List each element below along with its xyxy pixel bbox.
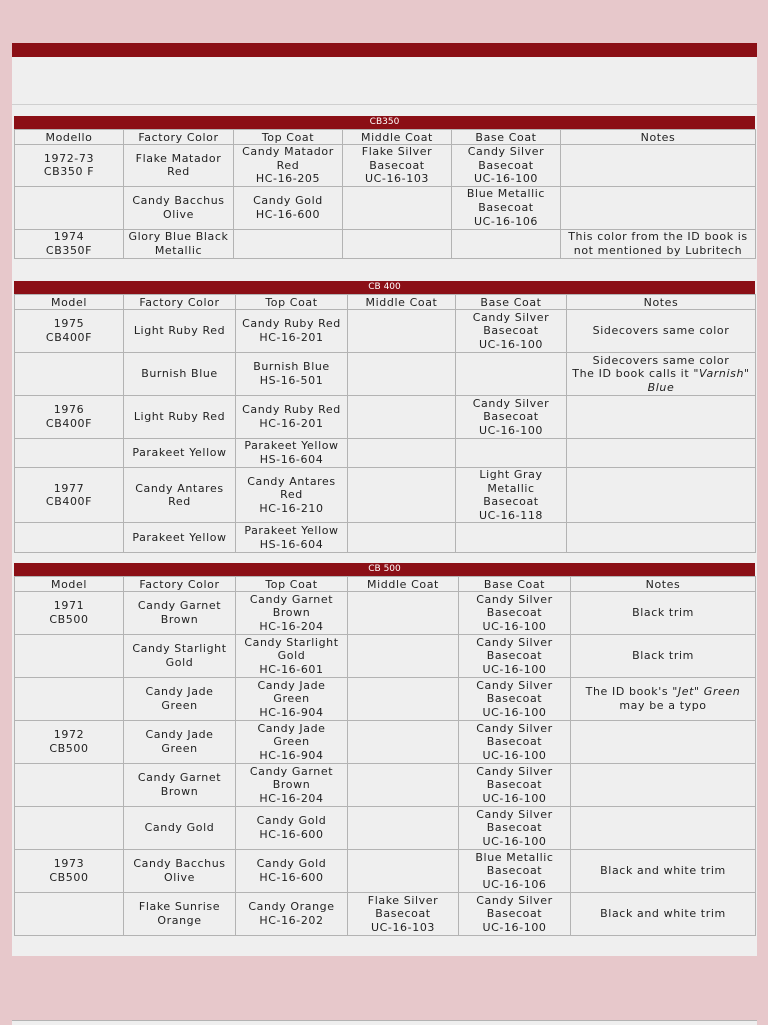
cell-top-coat: Candy Ruby Red HC-16-201 (236, 310, 348, 353)
cell-notes (567, 523, 756, 553)
cell-base-coat: Candy Silver Basecoat UC-16-100 (459, 807, 571, 850)
cell-factory-color: Candy Starlight Gold (124, 635, 236, 678)
cell-model (15, 186, 124, 229)
cell-middle-coat (348, 592, 459, 635)
cell-factory-color: Flake Matador Red (124, 145, 234, 187)
section-title: CB 500 (14, 563, 755, 576)
paint-code-table (14, 576, 756, 936)
cell-factory-color: Burnish Blue (124, 353, 236, 396)
cell-model (15, 439, 124, 468)
cell-model: 1977 CB400F (15, 468, 124, 523)
table-row (15, 678, 756, 721)
table-row (15, 523, 756, 553)
cell-notes: The ID book's "Jet" Green may be a typo (571, 678, 756, 721)
cell-model (15, 893, 124, 936)
cell-top-coat: Candy Antares Red HC-16-210 (236, 468, 348, 523)
cell-model: 1972-73 CB350 F (15, 145, 124, 187)
cell-model (15, 807, 124, 850)
cell-model: 1976 CB400F (15, 396, 124, 439)
cell-base-coat (452, 229, 561, 258)
cell-factory-color: Candy Antares Red (124, 468, 236, 523)
table-row (15, 229, 756, 258)
table-header-row (15, 295, 756, 310)
section-cb350 (14, 116, 755, 259)
table-row (15, 721, 756, 764)
cell-top-coat: Burnish Blue HS-16-501 (236, 353, 348, 396)
col-header-top-coat: Top Coat (234, 130, 343, 145)
cell-top-coat: Candy Jade Green HC-16-904 (236, 721, 348, 764)
col-header-middle-coat: Middle Coat (348, 577, 459, 592)
col-header-factory-color: Factory Color (124, 577, 236, 592)
cell-model (15, 523, 124, 553)
col-header-middle-coat: Middle Coat (348, 295, 456, 310)
table-header-row (15, 130, 756, 145)
table-row (15, 764, 756, 807)
section-title: CB350 (14, 116, 755, 129)
page-header (12, 57, 757, 105)
col-header-base-coat: Base Coat (452, 130, 561, 145)
cell-notes (567, 439, 756, 468)
cell-model: 1973 CB500 (15, 850, 124, 893)
cell-base-coat: Light Gray Metallic Basecoat UC-16-118 (456, 468, 567, 523)
cell-base-coat: Candy Silver Basecoat UC-16-100 (459, 764, 571, 807)
col-header-notes: Notes (561, 130, 756, 145)
cell-top-coat: Candy Gold HC-16-600 (234, 186, 343, 229)
section-title: CB 400 (14, 281, 755, 294)
cell-model: 1972 CB500 (15, 721, 124, 764)
col-header-base-coat: Base Coat (456, 295, 567, 310)
cell-factory-color: Glory Blue Black Metallic (124, 229, 234, 258)
cell-model: 1974 CB350F (15, 229, 124, 258)
col-header-notes: Notes (567, 295, 756, 310)
cell-top-coat: Candy Orange HC-16-202 (236, 893, 348, 936)
table-row (15, 145, 756, 187)
cell-factory-color: Parakeet Yellow (124, 439, 236, 468)
cell-notes (571, 807, 756, 850)
cell-base-coat: Blue Metallic Basecoat UC-16-106 (452, 186, 561, 229)
table-row (15, 807, 756, 850)
table-row (15, 310, 756, 353)
cell-model (15, 678, 124, 721)
cell-top-coat: Candy Matador Red HC-16-205 (234, 145, 343, 187)
cell-base-coat: Candy Silver Basecoat UC-16-100 (459, 635, 571, 678)
cell-model (15, 764, 124, 807)
cell-notes: Sidecovers same color (567, 310, 756, 353)
cell-factory-color: Light Ruby Red (124, 310, 236, 353)
cell-factory-color: Candy Garnet Brown (124, 764, 236, 807)
paint-code-table (14, 294, 756, 553)
col-header-middle-coat: Middle Coat (343, 130, 452, 145)
col-header-notes: Notes (571, 577, 756, 592)
cell-base-coat (456, 353, 567, 396)
cell-notes (571, 721, 756, 764)
cell-notes: Black trim (571, 635, 756, 678)
cell-top-coat (234, 229, 343, 258)
cell-notes: Black trim (571, 592, 756, 635)
cell-base-coat (456, 439, 567, 468)
cell-notes: Black and white trim (571, 850, 756, 893)
cell-top-coat: Parakeet Yellow HS-16-604 (236, 523, 348, 553)
cell-base-coat: Blue Metallic Basecoat UC-16-106 (459, 850, 571, 893)
col-header-top-coat: Top Coat (236, 295, 348, 310)
table-row (15, 592, 756, 635)
top-accent-bar (12, 43, 757, 57)
col-header-factory-color: Factory Color (124, 130, 234, 145)
cell-base-coat (456, 523, 567, 553)
cell-middle-coat (348, 353, 456, 396)
col-header-model: Model (15, 577, 124, 592)
cell-notes: Black and white trim (571, 893, 756, 936)
table-row (15, 850, 756, 893)
col-header-model: Model (15, 295, 124, 310)
cell-middle-coat (348, 468, 456, 523)
cell-notes (567, 396, 756, 439)
col-header-factory-color: Factory Color (124, 295, 236, 310)
cell-middle-coat: Flake Silver Basecoat UC-16-103 (343, 145, 452, 187)
cell-top-coat: Candy Jade Green HC-16-904 (236, 678, 348, 721)
cell-top-coat: Candy Garnet Brown HC-16-204 (236, 764, 348, 807)
cell-middle-coat (348, 678, 459, 721)
col-header-model: Modello (15, 130, 124, 145)
cell-model (15, 353, 124, 396)
cell-notes (561, 186, 756, 229)
cell-top-coat: Candy Starlight Gold HC-16-601 (236, 635, 348, 678)
cell-top-coat: Candy Ruby Red HC-16-201 (236, 396, 348, 439)
cell-middle-coat (348, 764, 459, 807)
table-row (15, 353, 756, 396)
cell-base-coat: Candy Silver Basecoat UC-16-100 (459, 678, 571, 721)
cell-notes: Sidecovers same color The ID book calls it "Varnish" Blue (567, 353, 756, 396)
cell-factory-color: Candy Bacchus Olive (124, 186, 234, 229)
cell-factory-color: Candy Jade Green (124, 721, 236, 764)
table-row (15, 439, 756, 468)
paint-code-table (14, 129, 756, 259)
cell-factory-color: Parakeet Yellow (124, 523, 236, 553)
document-page (12, 43, 757, 956)
table-row (15, 186, 756, 229)
cell-middle-coat (343, 229, 452, 258)
cell-top-coat: Parakeet Yellow HS-16-604 (236, 439, 348, 468)
cell-factory-color: Candy Gold (124, 807, 236, 850)
table-header-row (15, 577, 756, 592)
cell-factory-color: Candy Bacchus Olive (124, 850, 236, 893)
cell-middle-coat (348, 635, 459, 678)
cell-notes (571, 764, 756, 807)
cell-middle-coat (348, 396, 456, 439)
cell-factory-color: Candy Jade Green (124, 678, 236, 721)
cell-model: 1975 CB400F (15, 310, 124, 353)
table-row (15, 893, 756, 936)
table-row (15, 468, 756, 523)
cell-notes: This color from the ID book is not mentioned by Lubritech (561, 229, 756, 258)
cell-factory-color: Light Ruby Red (124, 396, 236, 439)
cell-factory-color: Flake Sunrise Orange (124, 893, 236, 936)
table-row (15, 396, 756, 439)
cell-top-coat: Candy Garnet Brown HC-16-204 (236, 592, 348, 635)
cell-base-coat: Candy Silver Basecoat UC-16-100 (459, 592, 571, 635)
cell-base-coat: Candy Silver Basecoat UC-16-100 (452, 145, 561, 187)
section-cb500 (14, 563, 755, 936)
cell-middle-coat (348, 721, 459, 764)
cell-middle-coat (348, 807, 459, 850)
cell-notes (567, 468, 756, 523)
cell-top-coat: Candy Gold HC-16-600 (236, 850, 348, 893)
cell-model (15, 635, 124, 678)
cell-middle-coat (348, 439, 456, 468)
cell-model: 1971 CB500 (15, 592, 124, 635)
col-header-top-coat: Top Coat (236, 577, 348, 592)
cell-base-coat: Candy Silver Basecoat UC-16-100 (456, 310, 567, 353)
col-header-base-coat: Base Coat (459, 577, 571, 592)
cell-middle-coat (348, 850, 459, 893)
cell-base-coat: Candy Silver Basecoat UC-16-100 (459, 721, 571, 764)
cell-base-coat: Candy Silver Basecoat UC-16-100 (456, 396, 567, 439)
cell-middle-coat (348, 310, 456, 353)
cell-factory-color: Candy Garnet Brown (124, 592, 236, 635)
next-page-edge (12, 1020, 757, 1025)
cell-middle-coat: Flake Silver Basecoat UC-16-103 (348, 893, 459, 936)
cell-middle-coat (348, 523, 456, 553)
cell-base-coat: Candy Silver Basecoat UC-16-100 (459, 893, 571, 936)
table-row (15, 635, 756, 678)
cell-notes (561, 145, 756, 187)
cell-middle-coat (343, 186, 452, 229)
cell-top-coat: Candy Gold HC-16-600 (236, 807, 348, 850)
section-cb400 (14, 281, 755, 553)
